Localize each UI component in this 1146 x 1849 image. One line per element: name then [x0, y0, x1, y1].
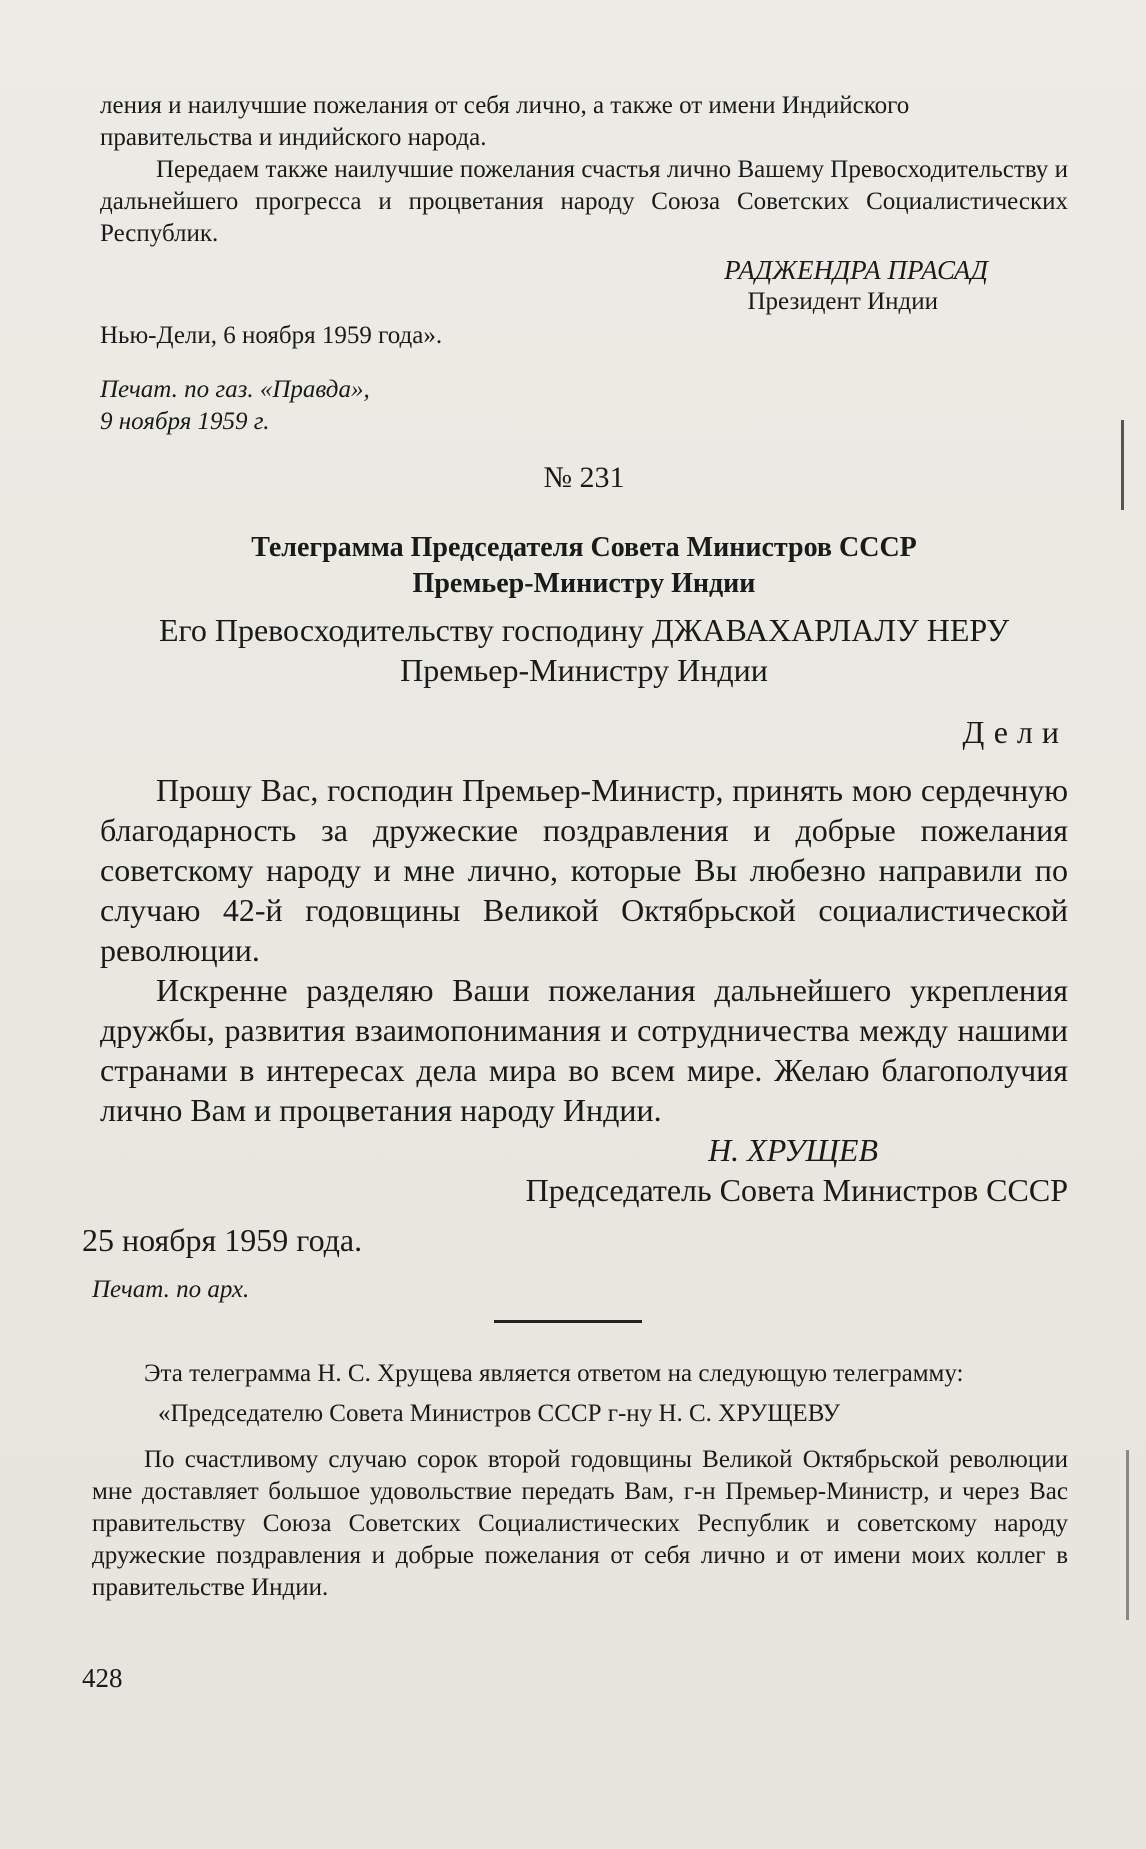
footnote-body: По счастливому случаю сорок второй годовщины Великой Октябрьской революции мне доставляет большое удовольствие передать Вам, г-н Премьер-Министр, и через Вас правительству Союза Советских Социалистических Республик и советскому народу дружеские поздравления и добрые пожелания от себя лично и от имени моих коллег в правительстве Индии.	[92, 1446, 1068, 1601]
continuation-line-2: правительства и индийского народа.	[100, 124, 487, 151]
page-number: 428	[82, 1663, 123, 1693]
footnote-intro: Эта телеграмма Н. С. Хрущева является ответом на следующую телеграмму:	[144, 1360, 964, 1387]
prasad-telegram-date: Нью-Дели, 6 ноября 1959 года».	[100, 322, 443, 349]
khrushchev-signature-name: Н. ХРУЩЕВ	[708, 1132, 878, 1168]
footnote	[92, 1358, 1068, 1604]
addressee-line-2: Премьер-Министру Индии	[400, 652, 768, 688]
telegram-paragraph-1: Прошу Вас, господин Премьер-Министр, принять мою сердечную благодарность за дружеские поздравления и добрые пожелания советскому народу и мне лично, которые Вы любезно направили по случаю 42-й годовщины Великой Октябрьской социалистической революции.	[100, 772, 1068, 968]
wishes-paragraph: Передаем также наилучшие пожелания счастья лично Вашему Превосходительству и дальнейшего прогресса и процветания народу Союза Советских Социалистических Республик.	[100, 156, 1068, 247]
title-line-2: Премьер-Министру Индии	[412, 568, 756, 599]
city: Дели	[962, 714, 1068, 750]
binding-mark	[1126, 1450, 1129, 1620]
prasad-signature-name: РАДЖЕНДРА ПРАСАД	[724, 255, 988, 285]
telegram-body	[82, 610, 1068, 1310]
archive-source-note: Печат. по арх.	[92, 1276, 250, 1303]
telegram-date: 25 ноября 1959 года.	[82, 1222, 363, 1258]
document-title	[100, 530, 1068, 602]
prasad-signature-title: Президент Индии	[747, 288, 938, 315]
telegram-paragraph-2: Искренне разделяю Ваши пожелания дальнейшего укрепления дружбы, развития взаимопонимания и сотрудничества между нашими странами в интересах дела мира во всем мире. Желаю благополучия лично Вам и процветания народу Индии.	[100, 972, 1068, 1128]
previous-document-end	[100, 90, 1068, 438]
khrushchev-signature-title: Председатель Совета Министров СССР	[525, 1172, 1068, 1208]
addressee-line-1: Его Превосходительству господину ДЖАВАХАРЛАЛУ НЕРУ	[158, 612, 1010, 648]
source-note-line-2: 9 ноября 1959 г.	[100, 408, 270, 435]
document-number: № 231	[543, 461, 625, 494]
source-note-line-1: Печат. по газ. «Правда»,	[100, 376, 370, 403]
title-line-1: Телеграмма Председателя Совета Министров СССР	[251, 532, 917, 563]
continuation-line-1: ления и наилучшие пожелания от себя лично, а также от имени Индийского	[100, 92, 910, 119]
binding-mark	[1121, 420, 1124, 510]
footnote-divider	[494, 1320, 642, 1323]
footnote-address: «Председателю Совета Министров СССР г-ну Н. С. ХРУЩЕВУ	[158, 1400, 841, 1427]
